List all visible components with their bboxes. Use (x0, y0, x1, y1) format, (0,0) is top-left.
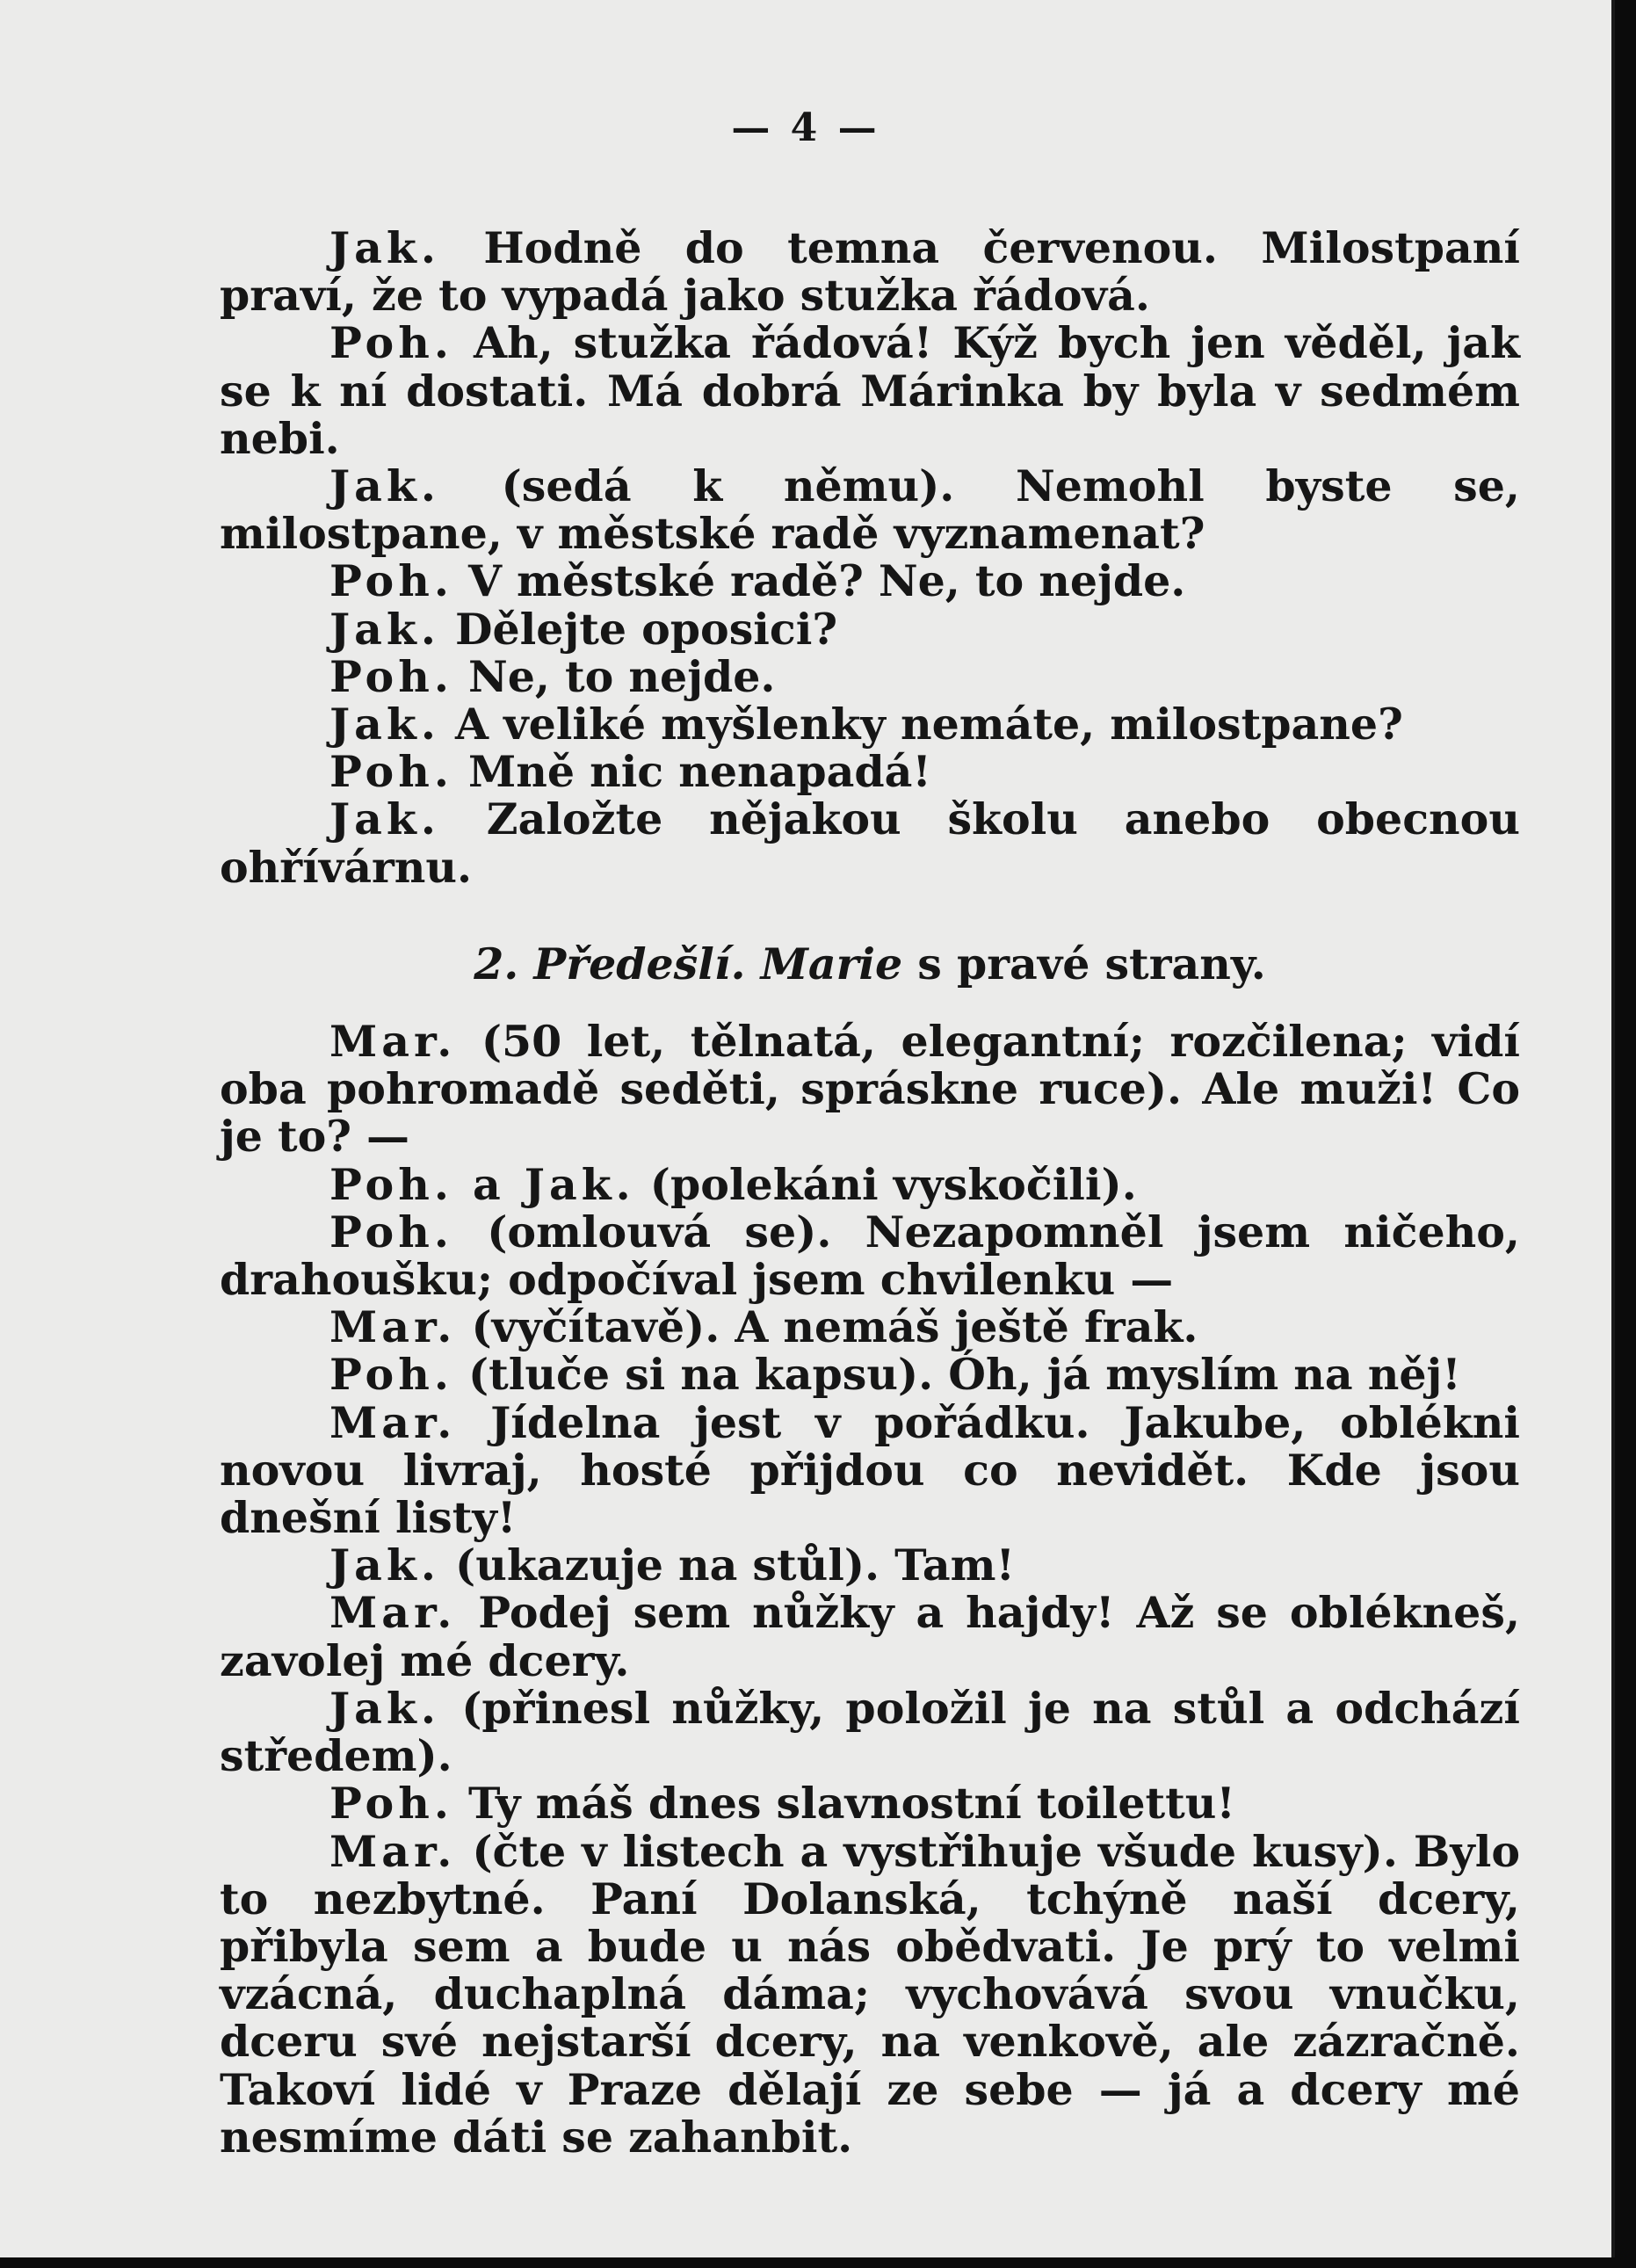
dialogue-line (220, 319, 1520, 462)
line-text: (50 let, tělnatá, elegantní; rozčilena; vidí oba pohromadě seděti, spráskne ruce). Ale muži! Co je to? — (220, 1016, 1520, 1163)
dialogue-line (220, 650, 1520, 702)
dialogue-line (220, 746, 1520, 798)
speaker-label: Jak. (329, 793, 440, 845)
dialogue-line (220, 700, 1520, 748)
scene-direction: s pravé strany. (917, 938, 1266, 989)
dialogue-line (220, 1825, 1521, 2163)
dialogue-line (220, 460, 1520, 560)
dialogue-line (220, 222, 1520, 322)
speaker-label: Poh. (329, 1349, 453, 1401)
line-text: Podej sem nůžky a hajdy! Až se oblékneš, zavolej mé dcery. (220, 1587, 1521, 1686)
speaker-label: Jak. (329, 603, 440, 655)
speaker-label: Mar. (329, 1825, 457, 1877)
line-text: (přinesl nůžky, položil je na stůl a odchází středem). (220, 1682, 1520, 1782)
speaker-label: Mar. (329, 1016, 457, 1068)
line-text: (polekáni vyskočili). (649, 1158, 1137, 1210)
line-text: (čte v listech a vystřihuje všude kusy). Bylo to nezbytné. Paní Dolanská, tchýně naší dcery, přibyla sem a bude u nás obědvati. Je prý to velmi vzácná, duchaplná dáma; vychovává svou vnučku, dceru své nejstarší dcery, na venkově, ale zázračně. Takoví lidé v Praze dělají ze sebe — já a dcery mé nesmíme dáti se zahanbit. (220, 1825, 1521, 2163)
speaker-label: Jak. (329, 460, 440, 512)
line-text: Ne, to nejde. (467, 650, 776, 702)
speaker-label: Mar. (329, 1301, 457, 1353)
scene-title: Předešlí. (533, 938, 746, 989)
line-text: (tluče si na kapsu). Óh, já myslím na něj! (467, 1349, 1461, 1401)
speaker-label: Poh. (329, 555, 453, 607)
line-text: Mně nic nenapadá! (467, 746, 931, 798)
speaker-label: Jak. (329, 1540, 440, 1591)
dialogue-line (220, 1303, 1520, 1351)
page-text (220, 224, 1520, 2161)
dialogue-line (220, 1682, 1520, 1782)
opening-dialogue (220, 224, 1520, 891)
dialogue-line (220, 1589, 1520, 1684)
scene-heading (220, 940, 1520, 988)
dialogue-line (220, 1349, 1520, 1401)
dialogue-line (220, 1396, 1521, 1544)
line-text: Ah, stužka řádová! Kýž bych jen věděl, jak se k ní dostati. Má dobrá Márinka by byla v sedmém nebi. (220, 317, 1521, 464)
speaker-label: Mar. (329, 1587, 457, 1639)
dialogue-line (220, 1158, 1520, 1210)
line-text: Hodně do temna červenou. Milostpaní praví, že to vypadá jako stužka řádová. (220, 222, 1520, 322)
speaker-label: Mar. (329, 1396, 457, 1448)
dialogue-line (220, 793, 1520, 893)
speaker-label: Jak. (329, 1682, 440, 1734)
page-number: — 4 — (731, 105, 880, 150)
dialogue-line (220, 1778, 1520, 1830)
dialogue-line (220, 1541, 1520, 1589)
speaker-label: Poh. (329, 1206, 453, 1257)
line-text: (vyčítavě). A nemáš ještě frak. (471, 1301, 1198, 1353)
line-text: (ukazuje na stůl). Tam! (455, 1540, 1016, 1591)
line-text: Dělejte oposici? (455, 603, 838, 655)
speaker-label: Poh. a Jak. (329, 1158, 635, 1210)
line-text: A veliké myšlenky nemáte, milostpane? (455, 699, 1403, 750)
line-text: (sedá k němu). Nemohl byste se, milostpane, v městské radě vyznamenat? (220, 460, 1520, 560)
scene-dialogue (220, 1018, 1520, 2161)
line-text: Jídelna jest v pořádku. Jakube, oblékni novou livraj, hosté přijdou co nevidět. Kde jsou dnešní listy! (220, 1396, 1521, 1544)
scene-number: 2. (474, 938, 519, 989)
dialogue-line (220, 605, 1520, 653)
speaker-label: Jak. (329, 699, 440, 750)
line-text: Ty máš dnes slavnostní toilettu! (467, 1778, 1235, 1830)
speaker-label: Jak. (329, 222, 440, 273)
line-text: V městské radě? Ne, to nejde. (467, 555, 1186, 607)
speaker-label: Poh. (329, 1778, 453, 1830)
dialogue-line (220, 1206, 1520, 1306)
dialogue-line (220, 557, 1520, 605)
line-text: Založte nějakou školu anebo obecnou ohřívárnu. (220, 793, 1520, 893)
speaker-label: Poh. (329, 650, 453, 702)
speaker-label: Poh. (329, 317, 453, 369)
scene-character: Marie (760, 938, 903, 989)
dialogue-line (220, 1018, 1520, 1161)
line-text: (omlouvá se). Nezapomněl jsem ničeho, drahoušku; odpočíval jsem chvilenku — (220, 1206, 1520, 1306)
speaker-label: Poh. (329, 746, 453, 798)
